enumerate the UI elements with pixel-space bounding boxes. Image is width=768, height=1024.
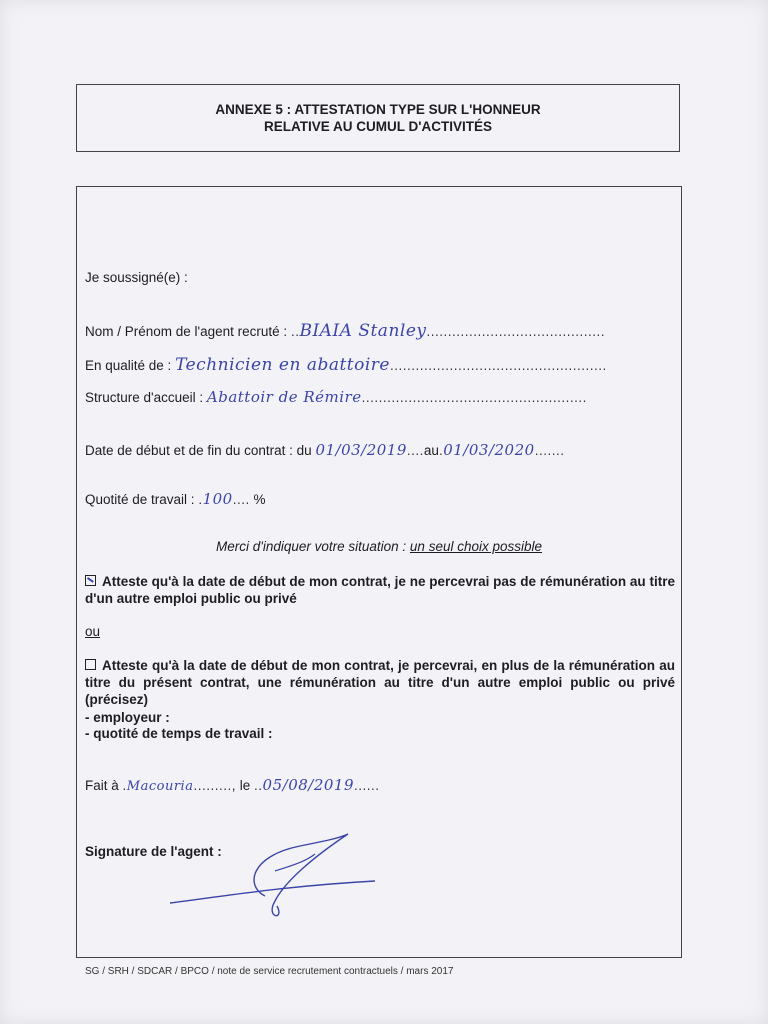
option-1-text: Atteste qu'à la date de début de mon contrat, je ne percevrai pas de rémunération au titre d'un autre emploi public ou privé [85, 574, 675, 606]
situation-prompt-text: Merci d'indiquer votre situation : [215, 539, 407, 554]
handwritten-signature [165, 826, 385, 926]
intro-text: Je soussigné(e) : [85, 270, 188, 285]
situation-choice: un seul choix possible [409, 539, 543, 554]
employer-label: - employeur : [85, 710, 170, 725]
name-label: Nom / Prénom de l'agent recruté : [85, 324, 288, 339]
dates-label: Date de début et de fin du contrat : du [85, 443, 312, 458]
date-field[interactable]: 05/08/2019 [262, 776, 355, 794]
title-line-1: ANNEXE 5 : ATTESTATION TYPE SUR L'HONNEUR [215, 102, 541, 117]
structure-label: Structure d'accueil : [85, 390, 204, 405]
name-field[interactable]: BIAIA Stanley [299, 321, 427, 341]
signature-stroke-2 [254, 834, 348, 916]
quality-field[interactable]: Technicien en abattoire [175, 355, 390, 375]
title-line-2: RELATIVE AU CUMUL D'ACTIVITÉS [264, 119, 492, 134]
signature-label: Signature de l'agent : [85, 844, 222, 859]
date-start-field[interactable]: 01/03/2019 [315, 441, 407, 459]
dates-row: Date de début et de fin du contrat : du 01/03/2019....au.01/03/2020....... [85, 441, 565, 459]
option-1 [85, 573, 675, 607]
made-at-field[interactable]: Macouria [126, 779, 194, 794]
structure-row: Structure d'accueil : Abattoir de Rémire..................................................... [85, 388, 587, 406]
footer-reference: SG / SRH / SDCAR / BPCO / note de service recrutement contractuels / mars 2017 [85, 966, 454, 977]
situation-prompt [76, 539, 682, 554]
option-2 [85, 657, 675, 708]
quotity-row: Quotité de travail : .100.... % [85, 490, 266, 508]
structure-field[interactable]: Abattoir de Rémire [206, 388, 362, 406]
or-text: ou [85, 624, 101, 639]
option-2-text: Atteste qu'à la date de début de mon contrat, je percevrai, en plus de la rémunération au titre du présent contrat, une rémunération au titre d'un autre emploi public ou privé (précisez) [85, 658, 675, 707]
quotity-field[interactable]: 100 [202, 490, 233, 508]
made-at-label: Fait à [85, 778, 119, 793]
dates-mid: au [423, 443, 439, 458]
quality-row: En qualité de : Technicien en abattoire................................................... [85, 355, 607, 375]
quality-label: En qualité de : [85, 358, 172, 373]
option-1-checkbox[interactable] [85, 575, 96, 586]
signature-stroke-1 [170, 881, 375, 903]
option-2-checkbox[interactable] [85, 659, 96, 670]
title-box [76, 84, 680, 152]
date-label: le [239, 778, 251, 793]
quotity-label: Quotité de travail : [85, 492, 195, 507]
name-row: Nom / Prénom de l'agent recruté : ..BIAIA Stanley.......................................... [85, 321, 606, 341]
date-end-field[interactable]: 01/03/2020 [443, 441, 535, 459]
quotity-unit: % [253, 492, 266, 507]
made-at-row: Fait à .Macouria........., le ..05/08/2019...... [85, 776, 380, 794]
worktime-label: - quotité de temps de travail : [85, 726, 273, 741]
